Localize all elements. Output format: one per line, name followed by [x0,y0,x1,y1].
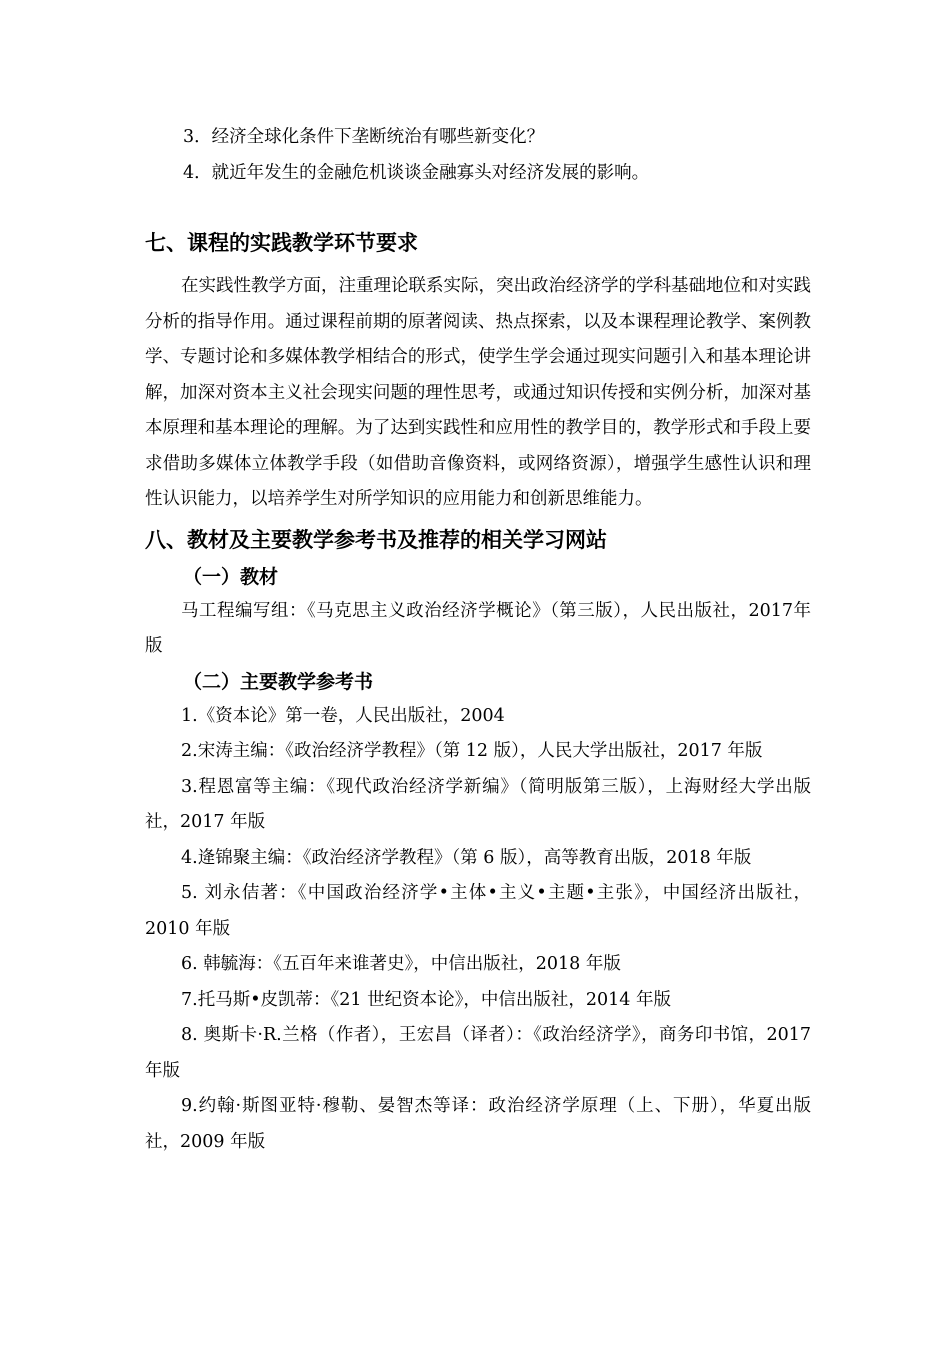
question-3: 3．经济全球化条件下垄断统治有哪些新变化？ [183,127,545,147]
reference-5: 5. 刘永佶著：《中国政治经济学•主体•主义•主题•主张》，中国经济出版社，2010 年版 [145,883,811,939]
page-content [145,120,811,1160]
textbook-heading: （一）教材 [183,565,279,588]
reference-9: 9.约翰·斯图亚特·穆勒、晏智杰等译：政治经济学原理（上、下册），华夏出版社，2009 年版 [145,1096,811,1152]
spacer [145,191,811,225]
reference-8: 8. 奥斯卡·R.兰格（作者），王宏昌（译者）：《政治经济学》，商务印书馆，2017 年版 [145,1025,811,1081]
reference-4: 4.逄锦聚主编：《政治经济学教程》（第 6 版），高等教育出版，2018 年版 [181,847,752,868]
section-7-heading: 七、课程的实践教学环节要求 [145,231,418,255]
references-heading: （二）主要教学参考书 [183,670,374,693]
reference-7: 7.托马斯•皮凯蒂：《21 世纪资本论》，中信出版社，2014 年版 [181,989,671,1010]
spacer [145,261,811,269]
reference-1: 1.《资本论》第一卷，人民出版社，2004 [181,705,505,726]
textbook-entry: 马工程编写组：《马克思主义政治经济学概论》（第三版），人民出版社，2017年版 [145,600,811,656]
section-7-paragraph: 在实践性教学方面，注重理论联系实际，突出政治经济学的学科基础地位和对实践分析的指导作用。通过课程前期的原著阅读、热点探索，以及本课程理论教学、案例教学、专题讨论和多媒体教学相结合的形式，使学生学会通过现实问题引入和基本理论讲解，加深对资本主义社会现实问题的理性思考，或通过知识传授和实例分析，加深对基本原理和基本理论的理解。为了达到实践性和应用性的教学目的，教学形式和手段上要求借助多媒体立体教学手段（如借助音像资料，或网络资源），增强学生感性认识和理性认识能力，以培养学生对所学知识的应用能力和创新思维能力。 [145,276,811,509]
question-4: 4．就近年发生的金融危机谈谈金融寡头对经济发展的影响。 [183,162,650,183]
reference-3: 3.程恩富等主编：《现代政治经济学新编》（简明版第三版），上海财经大学出版社，2017 年版 [145,776,811,832]
reference-6: 6. 韩毓海：《五百年来谁著史》，中信出版社，2018 年版 [181,954,621,974]
section-8-heading: 八、教材及主要教学参考书及推荐的相关学习网站 [145,527,607,552]
reference-2: 2.宋涛主编：《政治经济学教程》（第 12 版），人民大学出版社，2017 年版 [181,741,763,761]
